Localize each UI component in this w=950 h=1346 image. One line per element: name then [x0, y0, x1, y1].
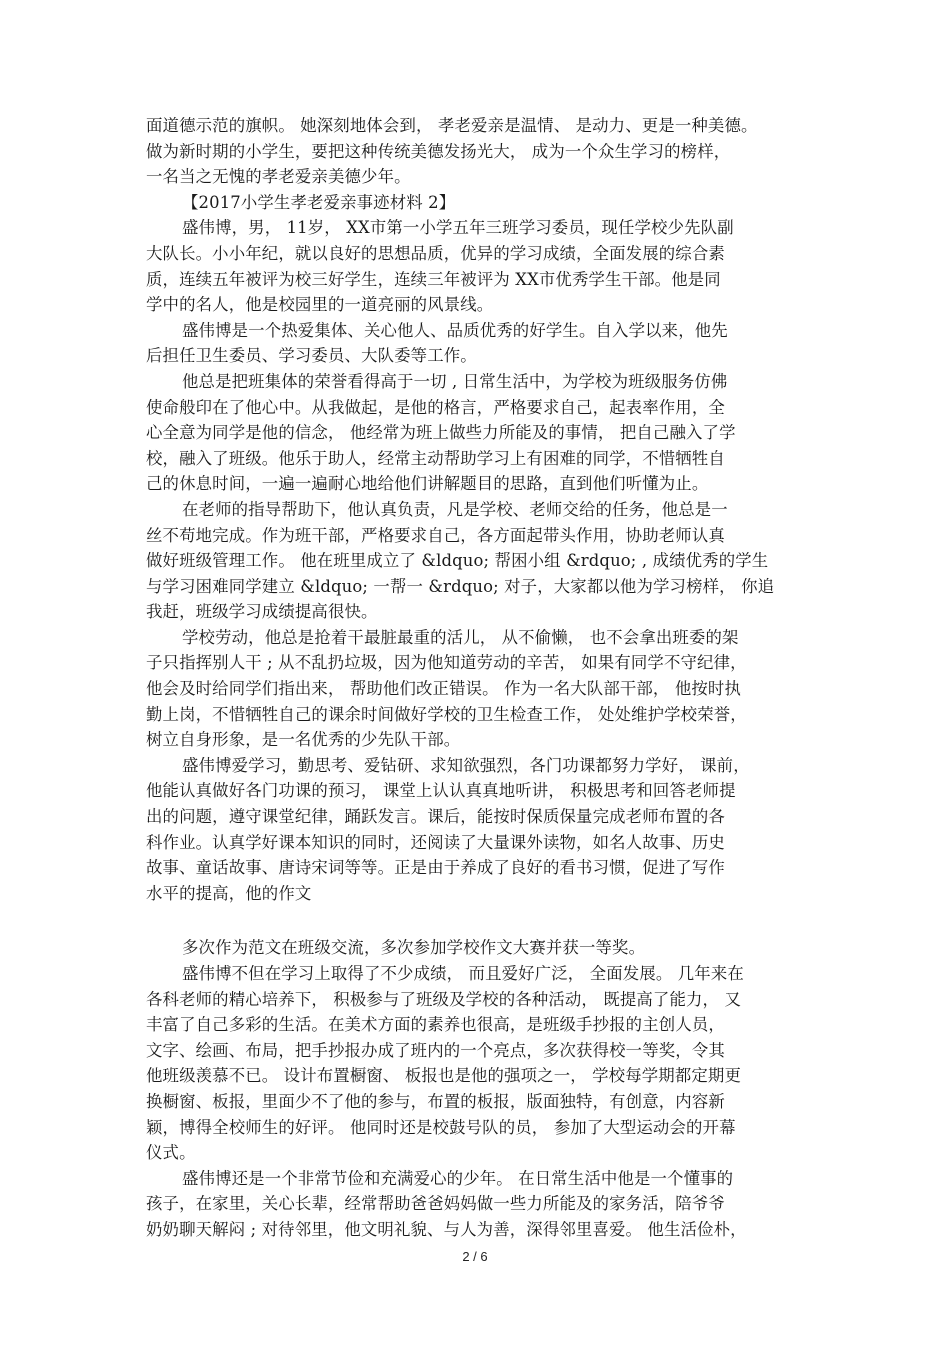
text-line: 做好班级管理工作。 他在班里成立了 &ldquo; 帮困小组 &rdquo; , 成绩优秀的学生	[146, 551, 769, 571]
text-line: 他能认真做好各门功课的预习， 课堂上认认真真地听讲， 积极思考和回答老师提	[146, 781, 736, 801]
text-line: 各科老师的精心培养下， 积极参与了班级及学校的各种活动， 既提高了能力， 又	[146, 989, 741, 1009]
text-line: 心全意为同学是他的信念， 他经常为班上做些力所能及的事情， 把自己融入了学	[146, 423, 736, 443]
text-line: 己的休息时间，一遍一遍耐心地给他们讲解题目的思路，直到他们听懂为止。	[146, 474, 709, 494]
text-line: 质，连续五年被评为校三好学生，连续三年被评为 XX市优秀学生干部。他是同	[146, 269, 721, 289]
text-line: 出的问题，遵守课堂纪律，踊跃发言。课后，能按时保质保量完成老师布置的各	[146, 807, 725, 827]
text-line: 我赶，班级学习成绩提高很快。	[146, 602, 378, 622]
text-line: 故事、童话故事、唐诗宋词等等。正是由于养成了良好的看书习惯，促进了写作	[146, 858, 725, 878]
text-line: 他总是把班集体的荣誉看得高于一切 , 日常生活中，为学校为班级服务仿佛	[182, 371, 728, 391]
text-line: 一名当之无愧的孝老爱亲美德少年。	[146, 167, 411, 187]
text-line: 盛伟博不但在学习上取得了不少成绩， 而且爱好广泛， 全面发展。 几年来在	[182, 964, 744, 983]
text-line: 颖，博得全校师生的好评。 他同时还是校鼓号队的员， 参加了大型运动会的开幕	[146, 1117, 736, 1137]
text-line: 大队长。小小年纪，就以良好的思想品质，优异的学习成绩，全面发展的综合素	[146, 243, 725, 263]
text-line: 丰富了自己多彩的生活。在美术方面的素养也很高，是班级手抄报的主创人员，	[146, 1015, 725, 1035]
text-line: 科作业。认真学好课本知识的同时，还阅读了大量课外读物，如名人故事、历史	[146, 832, 725, 852]
body-section-2	[146, 935, 826, 1242]
text-line: 与学习困难同学建立 &ldquo; 一帮一 &rdquo; 对子，大家都以他为学习榜样， 你追	[146, 576, 775, 596]
text-line: 他会及时给同学们指出来， 帮助他们改正错误。 作为一名大队部干部， 他按时执	[146, 679, 741, 699]
text-line: 仪式。	[146, 1143, 196, 1163]
text-line: 学中的名人，他是校园里的一道亮丽的风景线。	[146, 295, 494, 315]
page-number: 2 / 6	[462, 1249, 488, 1264]
text-line: 后担任卫生委员、学习委员、大队委等工作。	[146, 346, 477, 366]
text-line: 在老师的指导帮助下，他认真负责，凡是学校、老师交给的任务，他总是一	[182, 499, 728, 519]
section-gap	[146, 906, 826, 935]
body-section-1	[146, 113, 826, 906]
text-line: 树立自身形象，是一名优秀的少先队干部。	[146, 730, 461, 750]
text-line: 奶奶聊天解闷 ; 对待邻里，他文明礼貌、与人为善，深得邻里喜爱。 他生活俭朴，	[146, 1219, 747, 1239]
text-line: 换橱窗、板报，里面少不了他的参与，布置的板报，版面独特，有创意，内容新	[146, 1091, 725, 1111]
text-line: 使命般印在了他心中。从我做起，是他的格言，严格要求自己，起表率作用，全	[146, 397, 725, 417]
text-line: 丝不苟地完成。作为班干部，严格要求自己，各方面起带头作用，协助老师认真	[146, 525, 725, 545]
text-line: 水平的提高，他的作文	[146, 883, 312, 903]
text-line: 学校劳动，他总是抢着干最脏最重的活儿， 从不偷懒， 也不会拿出班委的架	[182, 627, 739, 647]
text-line: 盛伟博爱学习，勤思考、爱钻研、求知欲强烈，各门功课都努力学好， 课前，	[182, 755, 750, 775]
text-line: 盛伟博是一个热爱集体、关心他人、品质优秀的好学生。自入学以来，他先	[182, 320, 728, 340]
text-line: 盛伟博还是一个非常节俭和充满爱心的少年。 在日常生活中他是一个懂事的	[182, 1168, 734, 1188]
text-line: 他班级羡慕不已。 设计布置橱窗、 板报也是他的强项之一， 学校每学期都定期更	[146, 1066, 741, 1086]
text-line: 做为新时期的小学生，要把这种传统美德发扬光大， 成为一个众生学习的榜样，	[146, 141, 731, 161]
text-line: 子只指挥别人干 ; 从不乱扔垃圾，因为他知道劳动的辛苦， 如果有同学不守纪律，	[146, 653, 747, 673]
text-line: 校，融入了班级。他乐于助人，经常主动帮助学习上有困难的同学，不惜牺牲自	[146, 448, 725, 468]
text-line: 多次作为范文在班级交流，多次参加学校作文大赛并获一等奖。	[182, 938, 646, 958]
text-line: 盛伟博，男， 11岁， XX市第一小学五年三班学习委员，现任学校少先队副	[182, 218, 734, 238]
document-body	[146, 113, 826, 1243]
text-line: 【2017小学生孝老爱亲事迹材料 2】	[182, 192, 456, 212]
text-line: 勤上岗，不惜牺牲自己的课余时间做好学校的卫生检查工作， 处处维护学校荣誉，	[146, 704, 747, 724]
text-line: 面道德示范的旗帜。 她深刻地体会到， 孝老爱亲是温情、 是动力、更是一种美德。	[146, 116, 758, 135]
text-line: 文字、绘画、布局，把手抄报办成了班内的一个亮点，多次获得校一等奖，令其	[146, 1040, 725, 1060]
text-line: 孩子，在家里，关心长辈，经常帮助爸爸妈妈做一些力所能及的家务活，陪爷爷	[146, 1194, 725, 1214]
